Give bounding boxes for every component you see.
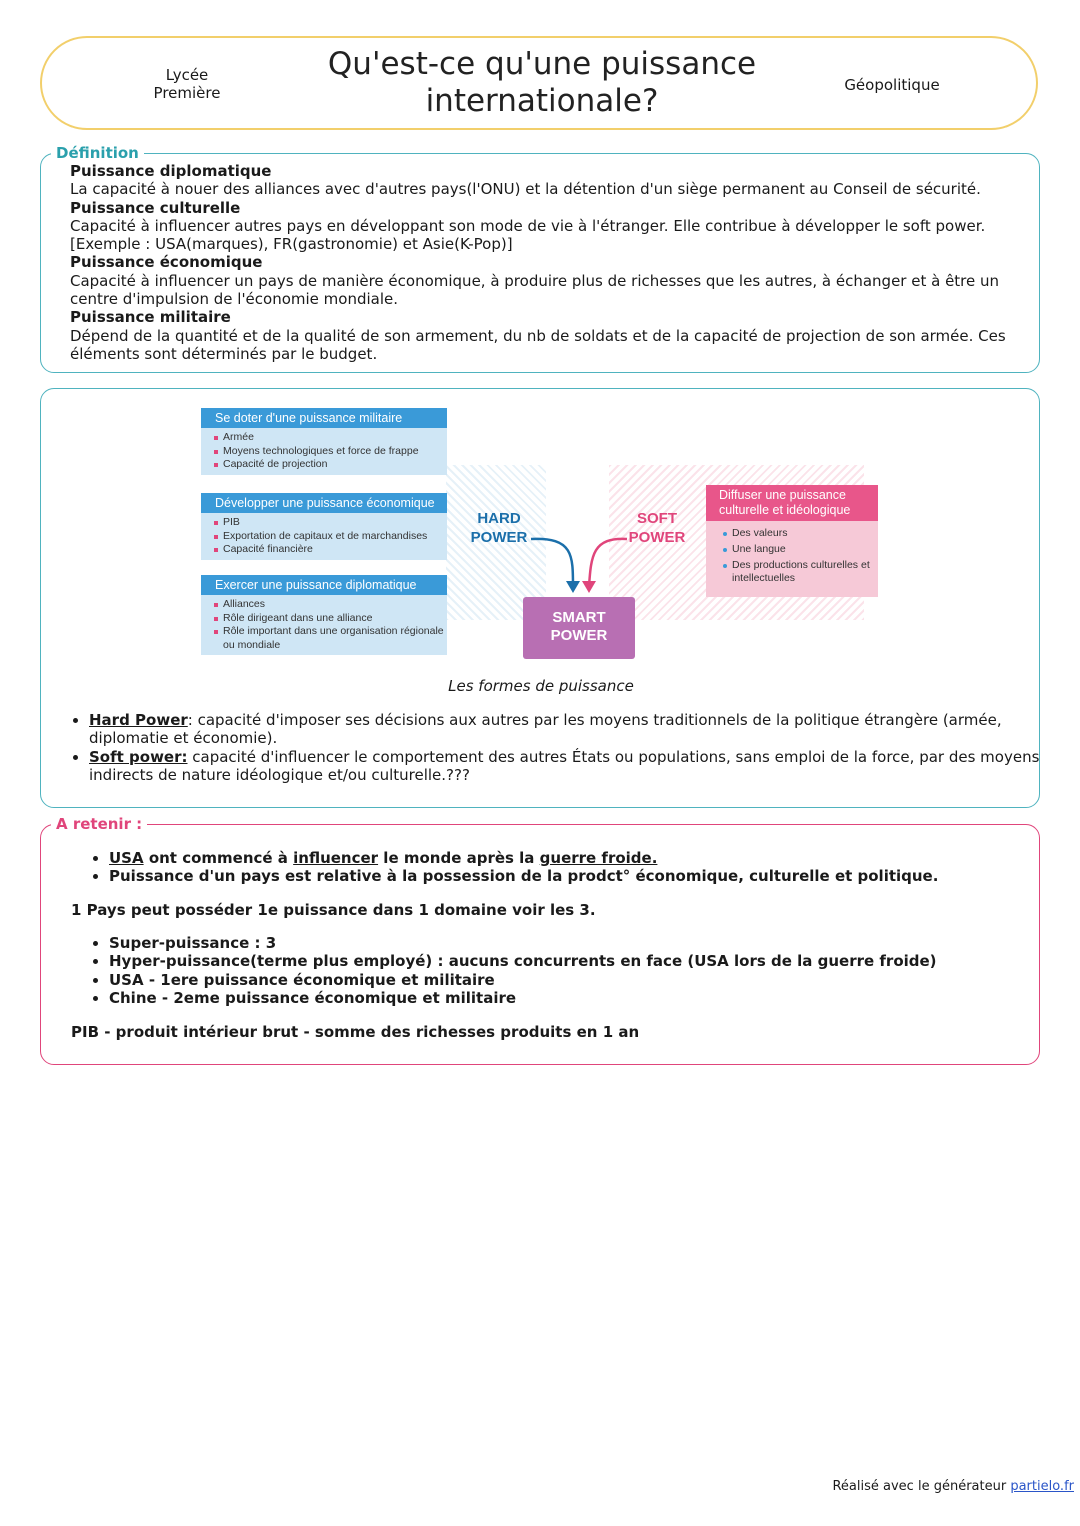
text-fragment: le monde après la [378,849,540,867]
panel-item: Moyens technologiques et force de frappe [223,445,447,459]
panel-item: Une langue [732,543,878,556]
list-item: • Chine - 2eme puissance économique et militaire [109,989,1021,1007]
retenir-paragraph: 1 Pays peut posséder 1e puissance dans 1 domaine voir les 3. [71,901,596,919]
level-line-1: Lycée [165,66,209,84]
panel-item: Rôle important dans une organisation régionale ou mondiale [223,625,447,652]
list-item [109,849,1021,867]
list-item: • USA - 1ere puissance économique et militaire [109,971,1021,989]
keyword-influencer: influencer [293,849,379,867]
definition-body [70,162,1030,363]
panel-title: Exercer une puissance diplomatique [201,575,447,595]
panel-item: Armée [223,431,447,445]
list-item: • Puissance d'un pays est relative à la possession de la prodct° économique, culturelle et politique. [109,867,1021,885]
retenir-paragraph: PIB - produit intérieur brut - somme des richesses produits en 1 an [71,1023,640,1041]
hard-label-line-2: POWER [470,529,528,546]
list-item [89,748,1049,785]
soft-arrow-head [582,581,596,593]
retenir-legend: A retenir : [51,815,147,833]
panel-item: Capacité de projection [223,458,447,472]
hard-arrow-head [566,581,580,593]
term-hard-power: Hard Power [89,711,188,729]
title-line-2: internationale? [425,83,659,119]
definition-legend: Définition [51,144,144,162]
panel-item: PIB [223,516,447,530]
figure-box [40,388,1040,808]
footer [832,1479,1074,1494]
panel-item: Des valeurs [732,527,878,540]
list-item [89,711,1049,748]
panel-item: Rôle dirigeant dans une alliance [223,612,447,626]
retenir-list-2 [71,934,1021,1007]
power-definitions-list [71,711,1049,784]
definition-box [40,144,1040,373]
panel-title: Diffuser une puissance culturelle et idéologique [706,485,878,521]
list-item: • Super-puissance : 3 [109,934,1021,952]
definition-heading: Puissance militaire [70,308,231,327]
smart-label-line-1: SMART [552,609,606,626]
smart-power-box [523,597,635,659]
soft-label-line-1: SOFT [637,510,677,527]
bullet-list [71,849,1021,886]
panel-item: Capacité financière [223,543,447,557]
power-diagram [201,405,901,665]
keyword-guerre-froide: guerre froide. [539,849,658,867]
header-banner [40,36,1038,130]
definition-heading: Puissance culturelle [70,198,241,217]
smart-label-line-2: POWER [550,627,608,644]
list-item: • Hyper-puissance(terme plus employé) : aucuns concurrents en face (USA lors de la guerre froide) [109,952,1021,970]
definition-text: Capacité à influencer un pays de manière économique, à produire plus de richesses que les autres, à échanger et à être un centre d'impulsion de l'économie mondiale. [70,271,1000,309]
title-line-1: Qu'est-ce qu'une puissance [327,46,757,82]
panel-title: Se doter d'une puissance militaire [201,408,447,428]
page-title [272,46,812,120]
soft-arrow [589,539,627,587]
text-fragment: ont commencé à [143,849,294,867]
definition-text: Capacité à influencer autres pays en développant son mode de vie à l'étranger. Elle contribue à développer le soft power. [Exemple : USA(marques), FR(gastronomie) et Asie(K-Pop)] [70,216,986,254]
retenir-box [40,815,1040,1065]
retenir-list-1 [71,849,1021,886]
definition-heading: Puissance diplomatique [70,162,272,180]
term-definition: capacité d'influencer le comportement des autres États ou populations, sans emploi de la force, par des moyens indirects de nature idéologique et/ou culturelle.??? [89,747,1040,784]
panel-item: Exportation de capitaux et de marchandises [223,530,447,544]
level-label [112,66,262,102]
panel-title: Développer une puissance économique [201,493,447,513]
definition-text: Dépend de la quantité et de la qualité de son armement, du nb de soldats et de la capacité de projection de son armée. Ces éléments sont déterminés par le budget. [70,326,1006,363]
keyword-usa: USA [109,849,144,867]
term-separator: : [187,711,193,729]
definition-text: La capacité à nouer des alliances avec d'autres pays(l'ONU) et la détention d'un siège permanent au Conseil de sécurité. [70,180,981,199]
term-soft-power: Soft power: [89,747,188,766]
hard-label-line-1: HARD [477,510,521,527]
soft-label-line-2: POWER [628,529,686,546]
figure-caption: Les formes de puissance [448,677,634,695]
footer-link[interactable]: partielo.fr [1010,1479,1074,1494]
hard-arrow [531,539,573,587]
bullet-list [71,934,1021,1007]
panel-item: Alliances [223,598,447,612]
panel-item: Des productions culturelles et intellectuelles [732,559,878,585]
definition-heading: Puissance économique [70,253,263,272]
subject-label: Géopolitique [844,76,940,94]
footer-text: Réalisé avec le générateur [832,1479,1011,1494]
term-definition: capacité d'imposer ses décisions aux autres par les moyens traditionnels de la politique étrangère (armée, diplomatie et économie). [89,711,1002,748]
level-line-2: Première [153,84,221,102]
